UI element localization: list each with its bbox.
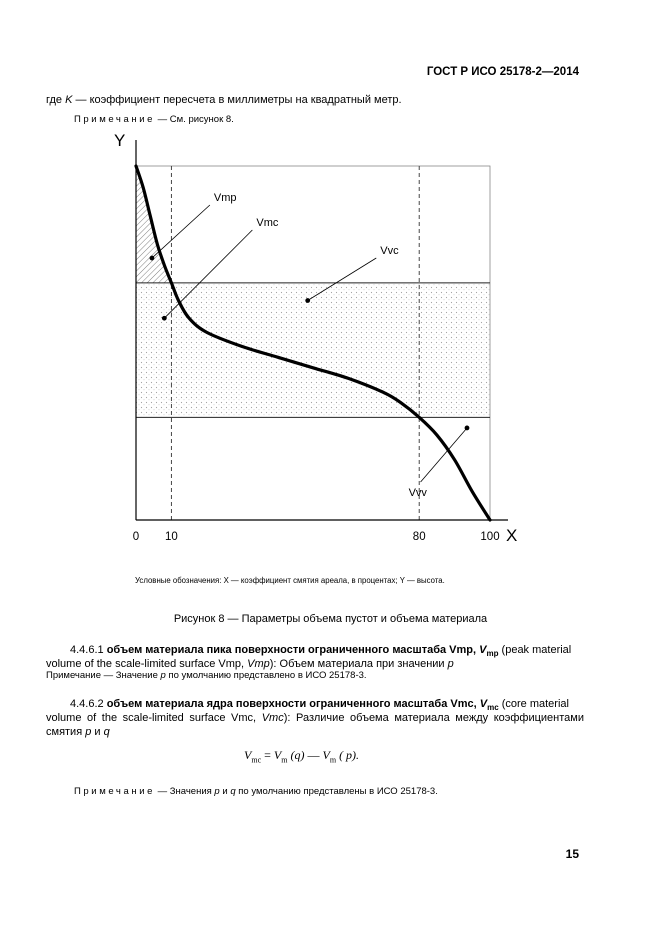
formula-lhs: V [244,748,252,762]
x-tick-label-0: 0 [132,531,140,543]
sec1-note-end: по умолчанию представлено в ИСО 25178-3. [165,670,367,681]
sec2-line2-italic: Vmc [261,712,284,724]
note-1-label: Примечание [74,114,155,125]
vvc-vmc-region-fill [136,283,490,418]
sec1-line2: volume of the scale-limited surface Vmp, [46,658,248,670]
sec2-line3: смятия [46,726,86,738]
note-2-q: q [230,786,236,797]
sec2-num: 4.4.6.2 [70,698,107,710]
note-2-text2: по умолчанию представлены в ИСО 25178-3. [235,786,438,797]
sec1-bold: объем материала пика поверхности ограниченного масштаба Vmp, [106,644,480,656]
vvc-marker-dot [305,298,310,303]
x-tick-label-10: 10 [165,531,178,543]
section-4-4-6-1-note [46,670,367,681]
vmc-marker-dot [162,316,167,321]
x-tick-label-80: 80 [412,531,426,543]
sec2-line3-and: и [91,726,104,738]
sec1-note-prefix: Примечание — Значение [46,670,161,681]
intro-prefix: где [46,94,66,106]
sec2-bold: объем материала ядра поверхности ограниченного масштаба Vmc, [106,698,480,710]
section-4-4-6-2-line3 [46,725,110,740]
page-number: 15 [565,847,579,861]
note-2 [74,786,438,797]
chart-plot-area [114,131,517,545]
y-axis-label: Y [114,131,126,150]
vmp-leader-line [152,205,210,258]
sec2-line3-q: q [103,726,110,738]
vmp-region-label: Vmp [213,192,237,204]
formula-eq: = [261,748,274,762]
sec1-line2-italic: Vmp [247,658,270,670]
vmp-marker-dot [150,256,155,261]
note-2-p: p [214,786,220,797]
formula-v1-sub: m [281,755,288,765]
figure-8-chart [100,126,520,558]
sec1-symbol: V [479,644,487,656]
intro-var: K [65,94,73,106]
sec2-symbol-sub: mc [487,703,499,713]
intro-line [46,93,402,108]
note-1-text: — См. рисунок 8. [155,114,234,125]
note-1 [74,114,234,127]
sec1-rest: (peak material [498,644,572,656]
formula-arg2: ( p). [336,748,360,762]
formula-v2: V [322,748,330,762]
section-4-4-6-2-line2 [46,711,584,726]
sec1-symbol-sub: mp [486,649,499,659]
formula-vmc [244,748,359,764]
formula-minus: — [304,748,323,762]
vvv-marker-dot [465,426,470,431]
figure-legend: Условные обозначения: X — коэффициент смятия ареала, в процентах; Y — высота. [135,576,445,585]
vvc-region-label: Vvc [380,245,399,257]
sec2-line3-p: p [85,726,92,738]
formula-v1: V [273,748,282,762]
vmc-region-label: Vmc [256,217,279,229]
formula-lhs-sub: mc [251,755,262,765]
vvv-leader-line [421,428,467,482]
note-2-and: и [219,786,231,797]
sec2-line2: volume of the scale-limited surface Vmc, [46,712,262,724]
vvv-region-label: Vvv [408,487,427,499]
figure-caption: Рисунок 8 — Параметры объема пустот и объема материала [173,613,488,625]
note-2-label: Примечание [74,786,155,797]
note-2-text1: — Значения [155,786,215,797]
formula-v2-sub: m [329,755,337,765]
sec1-note-var: p [160,670,166,681]
sec1-line2-var: p [447,658,454,670]
x-tick-label-100: 100 [480,531,500,543]
sec1-line2-end: ): Объем материала при значении [269,658,448,670]
x-axis-label: X [506,526,518,545]
sec2-rest: (core material [498,698,569,710]
sec1-num: 4.4.6.1 [70,644,107,656]
document-header: ГОСТ Р ИСО 25178-2—2014 [426,66,579,78]
sec2-symbol: V [479,698,488,710]
sec2-line2-end: ): Различие объема материала между коэффициентами [283,712,584,724]
intro-text: — коэффициент пересчета в миллиметры на квадратный метр. [72,94,402,106]
formula-arg1: (q) [287,748,305,762]
